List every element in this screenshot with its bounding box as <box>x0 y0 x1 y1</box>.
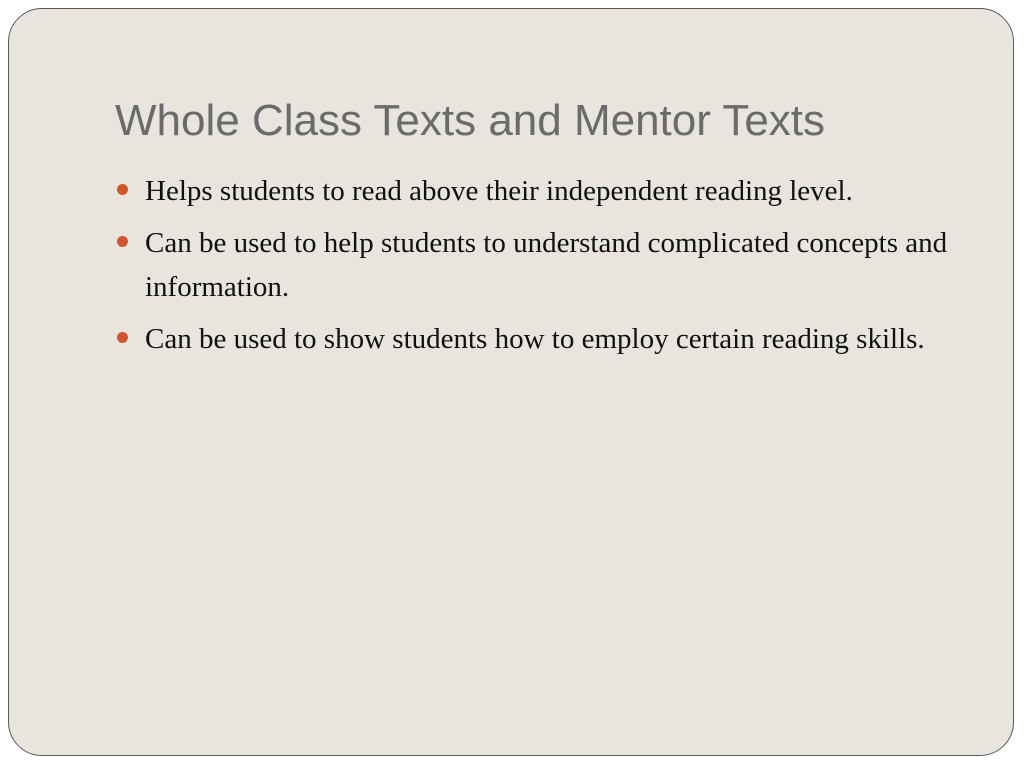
bullet-text: Can be used to show students how to employ certain reading skills. <box>145 323 925 355</box>
bullet-item <box>115 221 975 309</box>
bullet-text: Helps students to read above their independent reading level. <box>145 175 853 207</box>
slide <box>8 8 1014 756</box>
bullet-dot-icon <box>117 184 128 195</box>
bullet-item <box>115 169 975 213</box>
slide-title: Whole Class Texts and Mentor Texts <box>115 96 826 145</box>
bullet-dot-icon <box>117 236 128 247</box>
bullet-dot-icon <box>117 332 128 343</box>
bullet-list <box>115 169 975 369</box>
bullet-text: Can be used to help students to understand complicated concepts and information. <box>145 227 948 303</box>
bullet-item <box>115 317 975 361</box>
